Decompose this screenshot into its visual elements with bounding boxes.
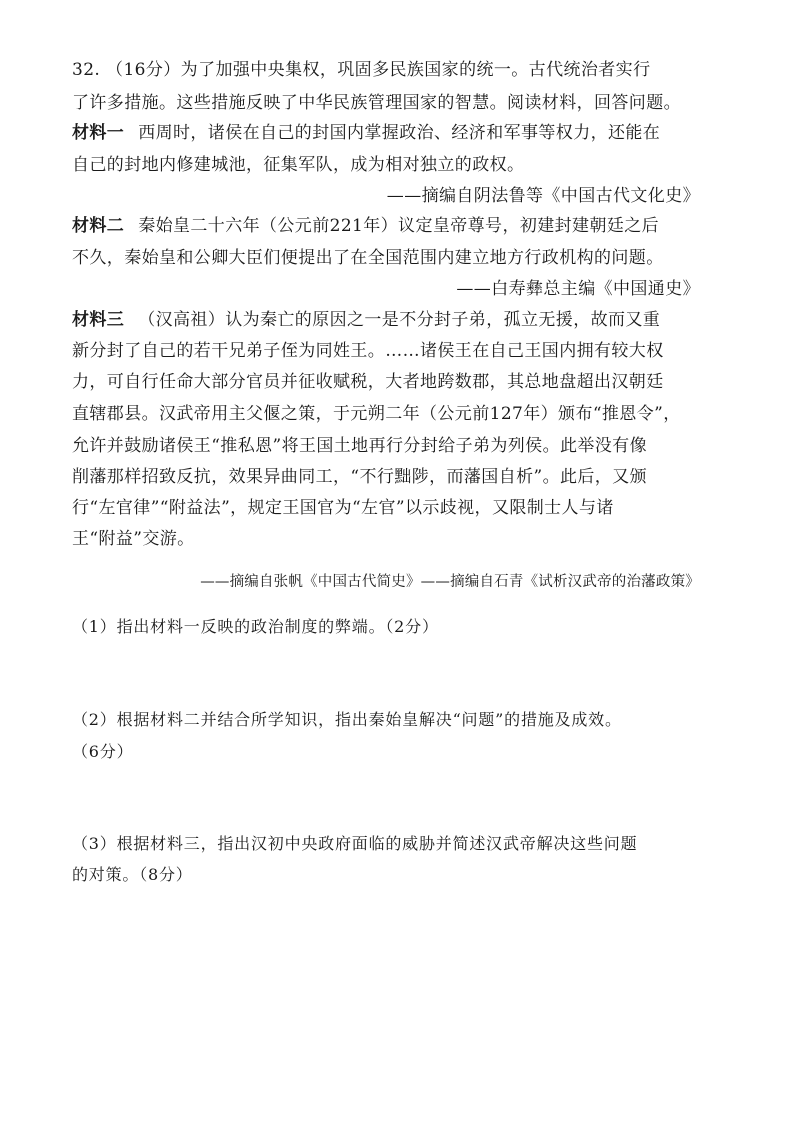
question-intro-line-1: 32. （16分）为了加强中央集权，巩固多民族国家的统一。古代统治者实行 [72,60,651,80]
subquestion-1: （1）指出材料一反映的政治制度的弊端。（2分） [72,617,439,636]
material3-line-8: 王“附益”交游。 [72,529,195,549]
material2-text-1: 秦始皇二十六年（公元前221年）议定皇帝尊号，初建封建朝廷之后 [138,216,660,236]
material3-source: ——摘编自张帆《中国古代简史》——摘编自石青《试析汉武帝的治藩政策》 [200,574,700,590]
material3-line-3: 力，可自行任命大部分官员并征收赋税，大者地跨数郡，其总地盘超出汉朝廷 [72,372,664,392]
material1-line-2: 自己的封地内修建城池，征集军队，成为相对独立的政权。 [72,155,525,175]
subquestion-2-line-1: （2）根据材料二并结合所学知识，指出秦始皇解决“问题”的措施及成效。 [72,710,622,729]
material3-line-7: 行“左官律”“附益法”，规定王国官为“左官”以示歧视，又限制士人与诸 [72,498,614,518]
material1-source: ——摘编自阴法鲁等《中国古代文化史》 [386,186,700,206]
material3-label: 材料三 [72,310,125,330]
material3-line-4: 直辖郡县。汉武帝用主父偃之策，于元朔二年（公元前127年）颁布“推恩令”， [72,404,681,424]
material2-label: 材料二 [72,216,125,236]
material2-line-1 [72,212,712,240]
material1-label: 材料一 [72,123,125,143]
question-intro-line-2: 了许多措施。这些措施反映了中华民族管理国家的智慧。阅读材料，回答问题。 [72,93,681,113]
material3-line-2: 新分封了自己的若干兄弟子侄为同姓王。……诸侯王在自己王国内拥有较大权 [72,341,664,361]
subquestion-3-line-2: 的对策。（8分） [72,865,193,884]
material2-source: ——白寿彝总主编《中国通史》 [456,279,700,299]
material3-line-1 [72,306,712,334]
subquestion-2-line-2: （6分） [72,742,134,761]
material3-line-6: 削藩那样招致反抗，效果异曲同工，“不行黜陟，而藩国自析”。此后，又颁 [72,467,647,487]
material1-text-1: 西周时，诸侯在自己的封国内掌握政治、经济和军事等权力，还能在 [138,123,661,143]
material1-line-1 [72,119,712,147]
material3-line-5: 允许并鼓励诸侯王“推私恩”将王国土地再行分封给子弟为列侯。此举没有像 [72,436,647,456]
material3-text-1: （汉高祖）认为秦亡的原因之一是不分封子弟，孤立无援，故而又重 [138,310,661,330]
subquestion-3-line-1: （3）根据材料三，指出汉初中央政府面临的威胁并简述汉武帝解决这些问题 [72,834,638,853]
material2-line-2: 不久，秦始皇和公卿大臣们便提出了在全国范围内建立地方行政机构的问题。 [72,248,664,268]
